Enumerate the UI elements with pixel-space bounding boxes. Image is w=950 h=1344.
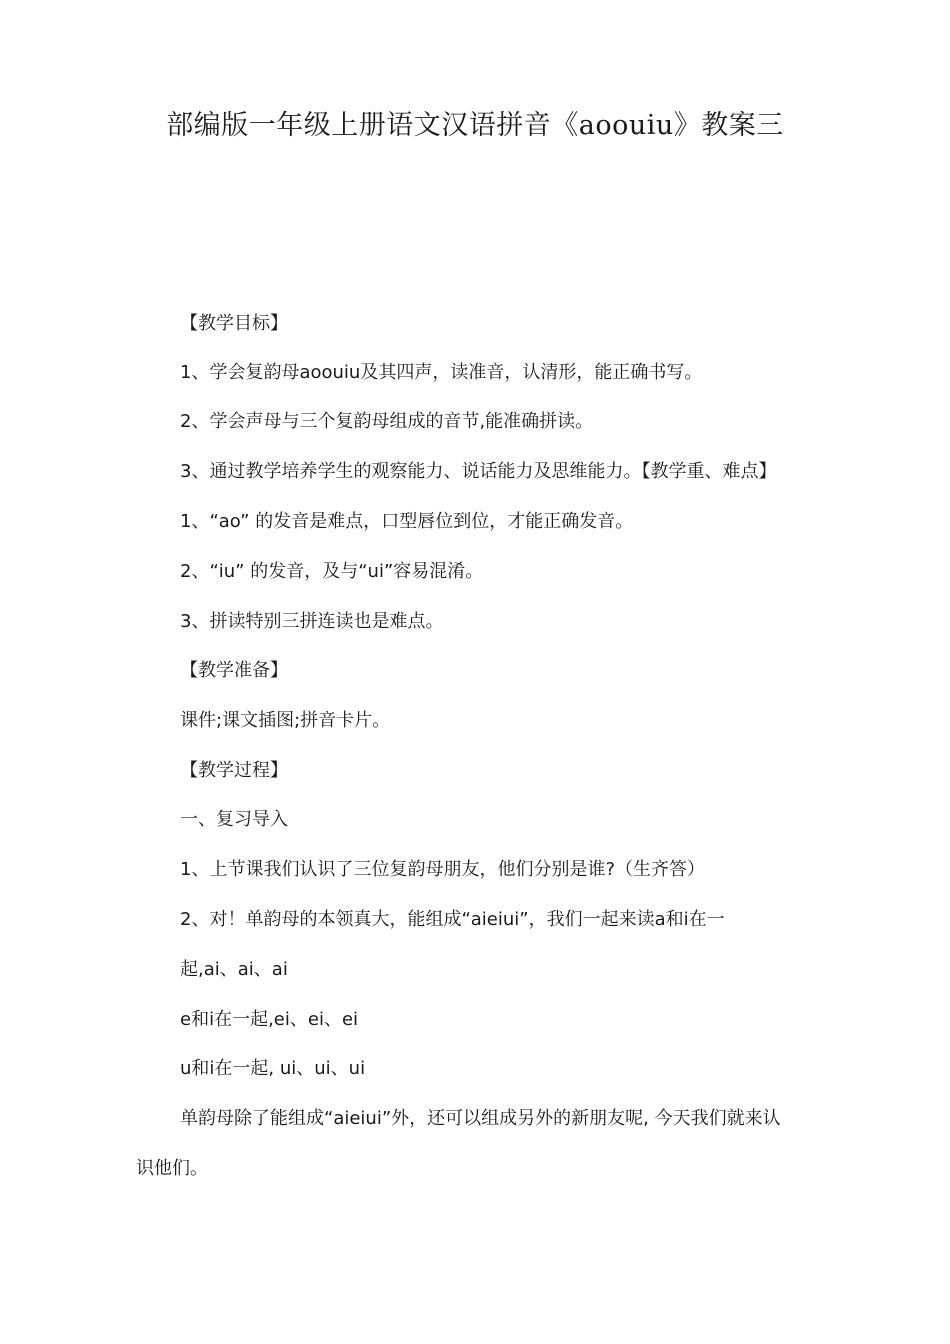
paragraph-line: 3、拼读特别三拼连读也是难点。 <box>180 611 444 632</box>
section-heading-objectives: 【教学目标】 <box>180 313 288 334</box>
paragraph-line: 2、“iu” 的发音，及与“ui”容易混淆。 <box>180 561 484 582</box>
paragraph-line: 一、复习导入 <box>180 809 288 830</box>
paragraph-line: 1、上节课我们认识了三位复韵母朋友，他们分别是谁?（生齐答） <box>180 859 706 880</box>
section-heading-preparation: 【教学准备】 <box>180 660 288 681</box>
paragraph-line: 识他们。 <box>136 1158 208 1179</box>
paragraph-line: 2、对！单韵母的本领真大，能组成“aieiui”，我们一起来读a和i在一 <box>180 909 725 930</box>
paragraph-line: 3、通过教学培养学生的观察能力、说话能力及思维能力。【教学重、难点】 <box>180 461 777 482</box>
paragraph-line: 1、学会复韵母aoouiu及其四声，读准音，认清形，能正确书写。 <box>180 362 703 383</box>
paragraph-line: 1、“ao” 的发音是难点，口型唇位到位，才能正确发音。 <box>180 511 634 532</box>
section-heading-process: 【教学过程】 <box>180 760 288 781</box>
paragraph-line: 2、学会声母与三个复韵母组成的音节,能准确拼读。 <box>180 411 594 432</box>
document-title: 部编版一年级上册语文汉语拼音《aoouiu》教案三 <box>166 110 784 141</box>
paragraph-line: e和i在一起,ei、ei、ei <box>180 1009 359 1030</box>
paragraph-line: 课件;课文插图;拼音卡片。 <box>180 710 391 731</box>
paragraph-line: 起,ai、ai、ai <box>180 959 288 980</box>
paragraph-line: 单韵母除了能组成“aieiui”外，还可以组成另外的新朋友呢, 今天我们就来认 <box>180 1108 781 1129</box>
paragraph-line: u和i在一起, ui、ui、ui <box>180 1058 366 1079</box>
